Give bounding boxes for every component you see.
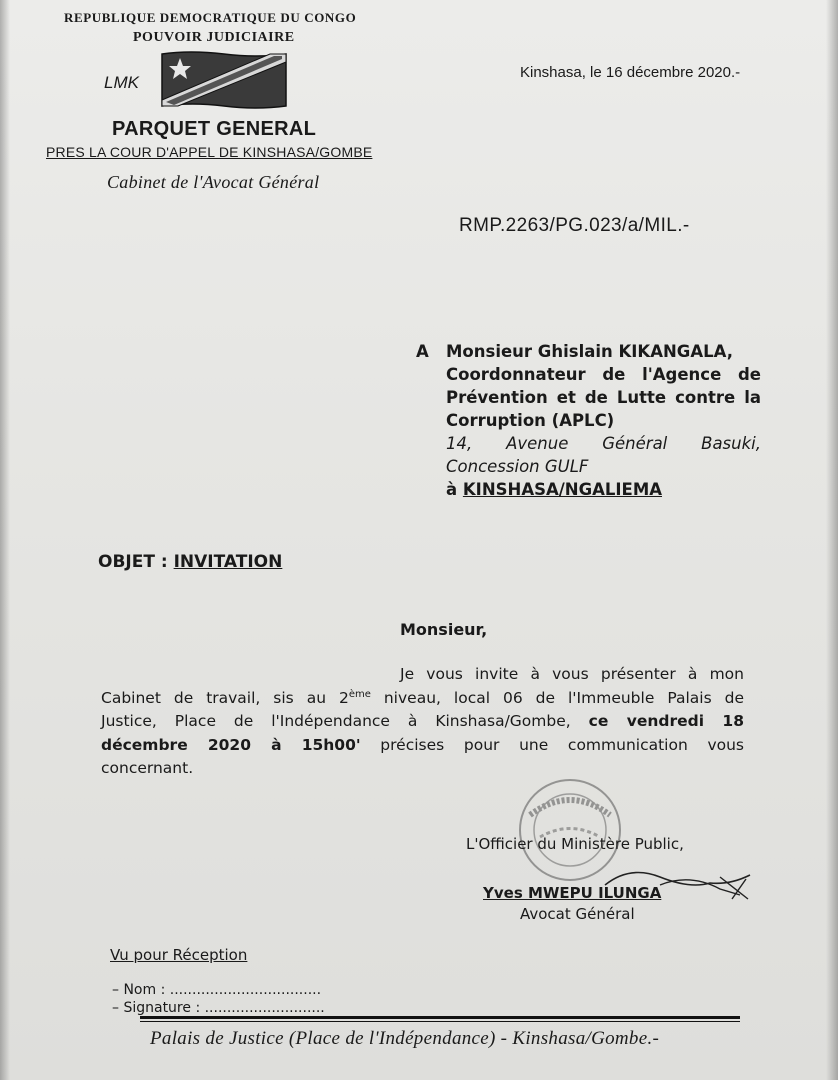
- subject-label: OBJET :: [98, 552, 174, 572]
- footer-rule-thin: [140, 1021, 740, 1022]
- header-pres-la-cour: PRES LA COUR D'APPEL DE KINSHASA/GOMBE: [46, 144, 373, 160]
- recipient-street: 14, Avenue Général Basuki,: [446, 434, 761, 453]
- footer-rule-thick: [140, 1016, 740, 1019]
- letter-date: Kinshasa, le 16 décembre 2020.-: [520, 64, 741, 81]
- recipient-city: KINSHASA/NGALIEMA: [462, 480, 663, 499]
- subject-line: [98, 552, 282, 572]
- recipient-concession: Concession GULF: [446, 457, 589, 476]
- body-line-4b: précises pour une communication vous: [360, 735, 745, 754]
- signatory-title: Avocat Général: [520, 905, 635, 923]
- header-cabinet: Cabinet de l'Avocat Général: [107, 172, 320, 192]
- recipient-function-3: Corruption (APLC): [446, 411, 615, 430]
- body-line-2-sup: ème: [348, 688, 371, 700]
- body-line-2b: niveau, local 06 de l'Immeuble Palais de: [370, 688, 744, 707]
- recipient-function-2: Prévention et de Lutte contre la: [446, 388, 761, 407]
- header-parquet-general: PARQUET GENERAL: [112, 118, 317, 140]
- recipient-function-1: Coordonnateur de l'Agence de: [446, 365, 761, 384]
- subject-value: INVITATION: [173, 552, 283, 572]
- page-shadow-right: [826, 0, 838, 1080]
- letter-body: [101, 663, 744, 781]
- body-line-2a: Cabinet de travail, sis au 2: [101, 688, 349, 707]
- reception-signature-field: – Signature : ...........................: [112, 1000, 325, 1016]
- signatory-name: Yves MWEPU ILUNGA: [483, 884, 662, 902]
- drc-flag-icon: [160, 50, 288, 110]
- body-line-5: concernant.: [101, 759, 194, 777]
- body-line-1: Je vous invite à vous présenter à mon: [400, 665, 744, 683]
- body-line-2: [101, 687, 744, 711]
- recipient-name: Monsieur Ghislain KIKANGALA,: [446, 342, 733, 361]
- header-pouvoir-judiciaire: POUVOIR JUDICIAIRE: [133, 30, 295, 45]
- reception-title: Vu pour Réception: [110, 946, 248, 964]
- signatory-office: L'Officier du Ministère Public,: [466, 835, 684, 853]
- page-shadow-left: [0, 0, 10, 1080]
- footer-address: Palais de Justice (Place de l'Indépendance) - Kinshasa/Gombe.-: [150, 1028, 660, 1049]
- body-line-4: [101, 734, 744, 758]
- recipient-city-prefix: à: [446, 480, 463, 499]
- recipient-city-line: [446, 478, 761, 501]
- salutation: Monsieur,: [400, 620, 488, 639]
- header-republique: REPUBLIQUE DEMOCRATIQUE DU CONGO: [64, 10, 357, 25]
- reception-name-field: – Nom : ..................................: [112, 982, 322, 998]
- recipient-address: [416, 340, 761, 501]
- body-line-4a: décembre 2020 à 15h00': [101, 735, 361, 754]
- recipient-prefix: A: [416, 342, 429, 361]
- body-line-3b: ce vendredi 18: [588, 712, 744, 730]
- body-line-3: [101, 710, 744, 734]
- body-line-3a: Justice, Place de l'Indépendance à Kinshasa/Gombe,: [101, 712, 589, 730]
- header-lmk: LMK: [104, 73, 139, 92]
- letter-reference: RMP.2263/PG.023/a/MIL.-: [459, 215, 690, 236]
